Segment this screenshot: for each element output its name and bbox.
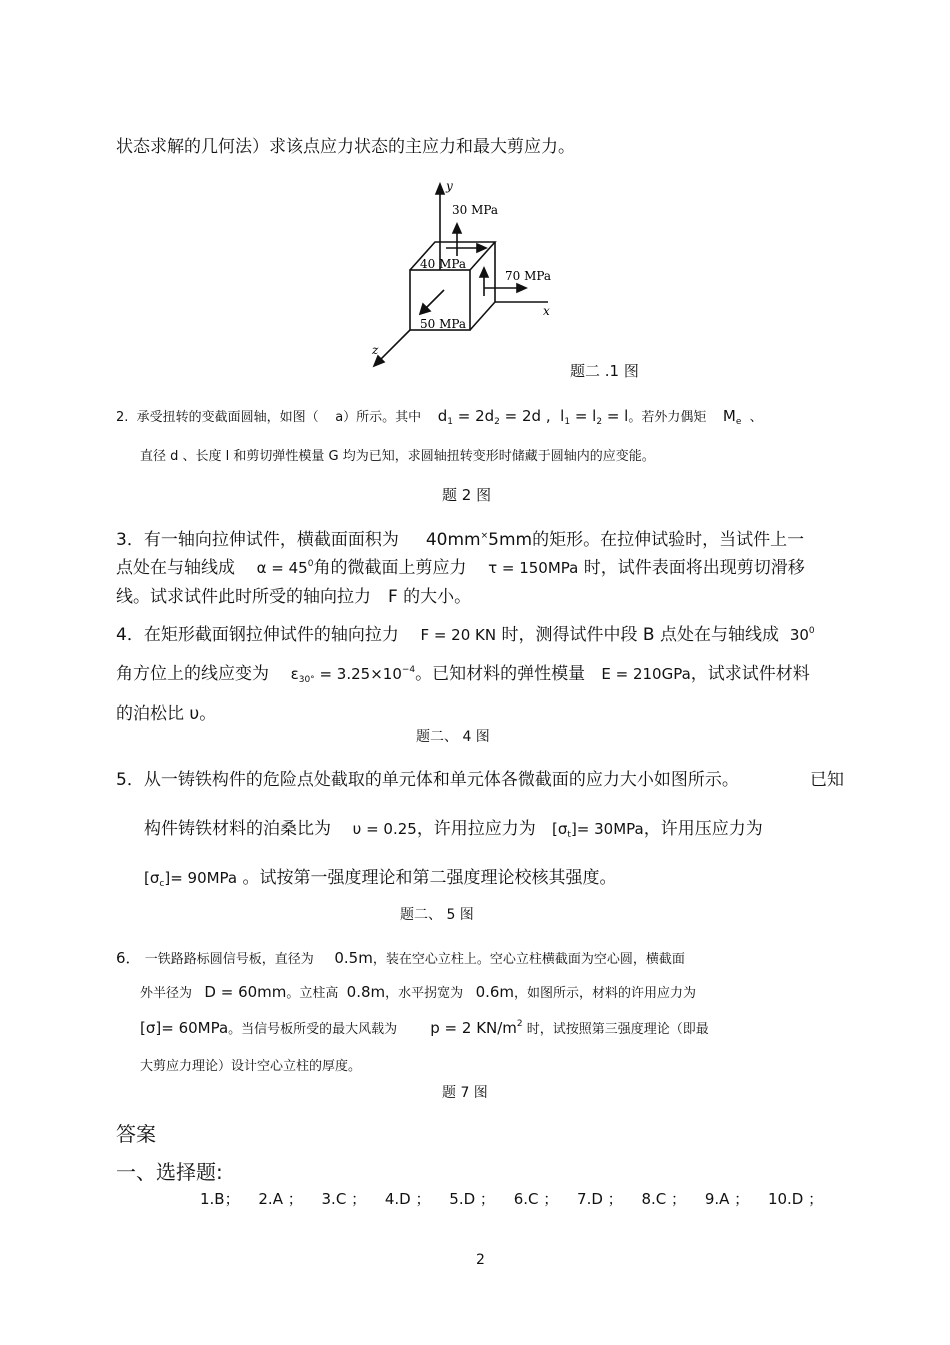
q4-line3: 的泊松比 υ。 xyxy=(116,704,217,724)
answer-list xyxy=(200,1188,823,1209)
q4-line2: 角方位上的线应变为 $\varepsilon_{30^\circ} = 3.25\times 10^{-4}$。已知材料的弹性模量 E = 210GPa，试求试件材料 xyxy=(116,664,810,685)
q5-line3: $[\sigma_c]= 90MPa$ 。试按第一强度理论和第二强度理论校核其强度。 xyxy=(144,868,617,889)
q2-line1: 2. 承受扭转的变截面圆轴，如图（ a）所示。其中 $d_1 = 2d_2 = 2d$ , $l_1 = l_2 = l$。若外力偶矩 $M_e$ 、 xyxy=(116,407,763,427)
q2-line2: 直径 d 、长度 l 和剪切弹性模量 G 均为已知，求圆轴扭转变形时储藏于圆轴内的应变能。 xyxy=(140,449,655,464)
q4-line1: 4．在矩形截面钢拉伸试件的轴向拉力 F = 20 KN 时，测得试件中段 B 点处在与轴线成 $30^0$ xyxy=(116,625,815,645)
answers-heading: 答案 xyxy=(116,1122,156,1146)
q4-caption: 题二、 4 图 xyxy=(416,729,490,745)
q2-caption: 题 2 图 xyxy=(442,486,492,504)
q5-line1: 5．从一铸铁构件的危险点处截取的单元体和单元体各微截面的应力大小如图所示。 xyxy=(116,770,739,790)
axis-z-label: z xyxy=(372,343,379,357)
stress-label-50: 50 MPa xyxy=(420,317,467,331)
axis-y-label: y xyxy=(446,179,453,193)
answer-item: 9.A ； xyxy=(704,1190,750,1208)
answer-item: 6.C ； xyxy=(513,1190,559,1208)
figure1-caption: 题二 .1 图 xyxy=(570,362,639,380)
q3-line2: 点处在与轴线成 $\alpha = 45^0$角的微截面上剪应力 τ = 150MPa 时，试件表面将出现剪切滑移 xyxy=(116,558,805,578)
q5-line2: 构件铸铁材料的泊桑比为 υ = 0.25，许用拉应力为 $[\sigma_t]= 30MPa$，许用压应力为 xyxy=(144,819,763,840)
answer-item: 1.B； xyxy=(200,1190,240,1208)
answer-item: 3.C ； xyxy=(321,1190,367,1208)
stress-label-70: 70 MPa xyxy=(505,269,552,283)
axis-x-label: x xyxy=(543,304,550,318)
page-number: 2 xyxy=(476,1252,485,1268)
q6-caption: 题 7 图 xyxy=(442,1085,488,1101)
q3-line1: 3．有一轴向拉伸试件，横截面面积为 40mm×5mm的矩形。在拉伸试验时，当试件上一 xyxy=(116,530,805,550)
q6-line2: 外半径为 D = 60mm。立柱高 0.8m，水平拐宽为 0.6m，如图所示，材料的许用应力为 xyxy=(140,983,697,1001)
q6-line3: [σ]= 60MPa。当信号板所受的最大风载为 p = 2 $KN/m^2$ 时，试按照第三强度理论（即最 xyxy=(140,1019,709,1037)
answer-item: 10.D ； xyxy=(767,1190,824,1208)
intro-line: 状态求解的几何法）求该点应力状态的主应力和最大剪应力。 xyxy=(116,137,575,157)
stress-element-figure xyxy=(360,178,580,373)
stress-label-40: 40 MPa xyxy=(420,257,467,271)
answer-item: 5.D ； xyxy=(449,1190,495,1208)
answer-item: 8.C ； xyxy=(641,1190,687,1208)
answer-item: 4.D ； xyxy=(384,1190,431,1208)
answer-item: 2.A ； xyxy=(258,1190,303,1208)
answer-item: 7.D ； xyxy=(577,1190,623,1208)
q6-line1: 6． 一铁路路标圆信号板，直径为 0.5m，装在空心立柱上。空心立柱横截面为空心圆，横截面 xyxy=(116,949,685,967)
stress-label-30: 30 MPa xyxy=(452,203,499,217)
q6-line4: 大剪应力理论）设计空心立柱的厚度。 xyxy=(140,1059,362,1074)
q5-line1-end: 已知 xyxy=(810,770,844,790)
q3-line3: 线。试求试件此时所受的轴向拉力 F 的大小。 xyxy=(116,587,472,607)
q5-caption: 题二、 5 图 xyxy=(400,907,474,923)
answers-section-title: 一、选择题: xyxy=(116,1160,223,1184)
